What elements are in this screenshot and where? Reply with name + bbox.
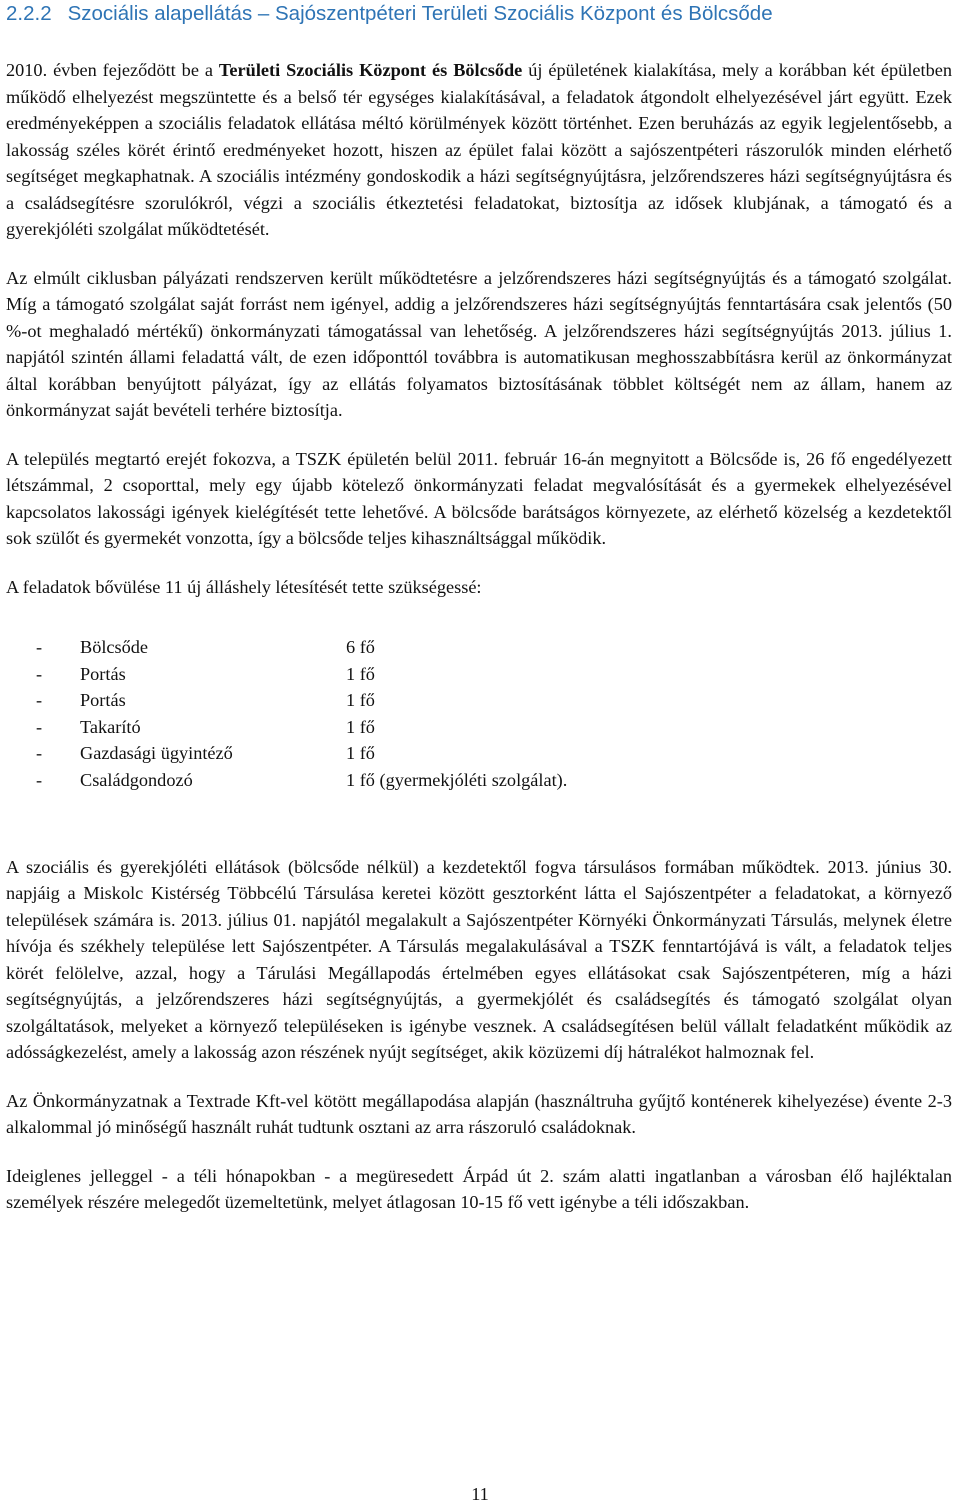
staff-role: Bölcsőde: [80, 637, 149, 657]
paragraph-intro-start: 2010. évben fejeződött be a: [6, 60, 219, 80]
document-body: [6, 57, 952, 1238]
list-item: [6, 634, 952, 661]
list-item: [6, 767, 952, 794]
list-dash: -: [36, 690, 43, 711]
paragraph-intro-rest: új épületének kialakítása, mely a korábban két épületben működő elhelyezést megszüntette és a belső tér egységes kialakításával, a feladatok átgondolt elhelyezésével járt együtt. Ezek eredményeképpen a szociális feladatok ellátása méltó körülmények között történhet. Ezen beruházás az egyik legjelentősebb, a lakosság széles körét érintő eredményeket hozott, hiszen az épület falai között a sajószentpéteri rászorulók minden elérhető segítséget megkaphatnak. A szociális intézmény gondoskodik a házi segítségnyújtásra, jelzőrendszeres házi segítségnyújtásra és a családsegítésre szorulókról, végzi a szociális étkeztetési feladatokat, biztosítja az idősek klubjának, a támogató és a gyerekjóléti szolgálat működtetését.: [6, 60, 952, 239]
page-number: 11: [471, 1484, 489, 1504]
list-item: [6, 740, 952, 767]
paragraph-intro: [6, 57, 952, 243]
institution-name: Területi Szociális Központ és Bölcsőde: [218, 60, 523, 80]
paragraph-warming-shelter: Ideiglenes jelleggel - a téli hónapokban - a megüresedett Árpád út 2. szám alatti ingatlanban a városban élő hajléktalan személyek részére melegedőt üzemeltetünk, melyet átlagosan 10-15 fő vett igénybe a téli időszakban.: [6, 1165, 952, 1213]
paragraph-textrade: Az Önkormányzatnak a Textrade Kft-vel kötött megállapodása alapján (használtruha gyűjtő konténerek kihelyezése) évente 2-3 alkalommal jó minőségű használt ruhát tudtunk osztani az arra rászoruló családoknak.: [6, 1090, 952, 1138]
staff-count: 1 fő: [346, 690, 375, 711]
list-item: [6, 714, 952, 741]
list-dash: -: [36, 663, 43, 684]
list-dash: -: [36, 769, 43, 790]
paragraph-nursery: A település megtartó erejét fokozva, a TSZK épületén belül 2011. február 16-án megnyitott a Bölcsőde is, 26 fő engedélyezett létszámmal, 2 csoporttal, mely egy újabb kötelező önkormányzati feladat megvalósítását és a gyermekek elhelyezésével kapcsolatos lakossági igények kielégítését tette lehetővé. A bölcsőde barátságos környezete, az elérhető közelség a kezdetektől sok szülőt és gyermekét vonzotta, így a bölcsőde teljes kihasználtsággal működik.: [6, 448, 952, 548]
section-title: Szociális alapellátás – Sajószentpéteri Területi Szociális Központ és Bölcsőde: [67, 2, 773, 25]
staff-count: 1 fő: [346, 663, 375, 684]
staff-list: [6, 634, 952, 794]
paragraph-signal-system: Az elmúlt ciklusban pályázati rendszerven került működtetésre a jelzőrendszeres házi segítségnyújtás és a támogató szolgálat. Míg a támogató szolgálat saját forrást nem igényel, addig a jelzőrendszeres házi segítségnyújtás fenntartására csak jelentős (50 %-ot meghaladó mértékű) önkormányzati támogatással van lehetőség. A jelzőrendszeres házi segítségnyújtás 2013. július 1. napjától szintén állami feladattá vált, de ezen időponttól továbbra is automatikusan meghosszabbításra kerül az önkormányzat által korábban benyújtott pályázat, így az ellátás folyamatos biztosításának többlet költségét nem az állam, hanem az önkormányzat saját bevételi terhére biztosítja.: [6, 267, 952, 420]
staff-role: Takarító: [80, 716, 141, 737]
list-dash: -: [36, 743, 43, 764]
staff-role: Portás: [80, 690, 126, 711]
staff-role: Családgondozó: [80, 769, 193, 790]
list-item: [6, 687, 952, 714]
list-dash: -: [36, 637, 43, 657]
staff-count: 1 fő (gyermekjóléti szolgálat).: [346, 769, 568, 790]
list-item: [6, 661, 952, 688]
staff-role: Portás: [80, 663, 126, 684]
staff-count: 1 fő: [346, 716, 375, 737]
staff-role: Gazdasági ügyintéző: [80, 743, 233, 764]
staff-count: 6 fő: [346, 637, 375, 657]
section-number: 2.2.2: [6, 2, 52, 25]
staff-count: 1 fő: [346, 743, 375, 764]
paragraph-new-positions: A feladatok bővülése 11 új álláshely létesítését tette szükségessé:: [6, 576, 482, 597]
paragraph-association: A szociális és gyerekjóléti ellátások (bölcsőde nélkül) a kezdetektől fogva társulásos formában működtek. 2013. június 30. napjáig a Miskolc Kistérség Többcélú Társulása keretei között gesztorként látta el Sajószentpéter a feladatokat, a környező települések számára is. 2013. július 01. napjától megalakult a Sajószentpéter Környéki Önkormányzati Társulás, melynek életre hívója és székhely települése lett Sajószentpéter. A Társulás megalakulásával a TSZK fenntartójává is vált, a feladatok teljes körét felölelve, azzal, hogy a Tárulási Megállapodás értelmében egyes ellátásokat csak Sajószentpéteren, míg a házi segítségnyújtás, a jelzőrendszeres házi segítségnyújtás, a gyermekjólét és családsegítés és támogató szolgálat olyan szolgáltatások, melyeket a környező településeken is igénybe vesznek. A családsegítésen belül vállalt feladatként működik az adósságkezelést, amely a lakosság azon részének nyújt segítséget, akik közüzemi díj hátralékot halmoznak fel.: [6, 856, 952, 1063]
list-dash: -: [36, 716, 43, 737]
section-heading: [6, 0, 956, 28]
